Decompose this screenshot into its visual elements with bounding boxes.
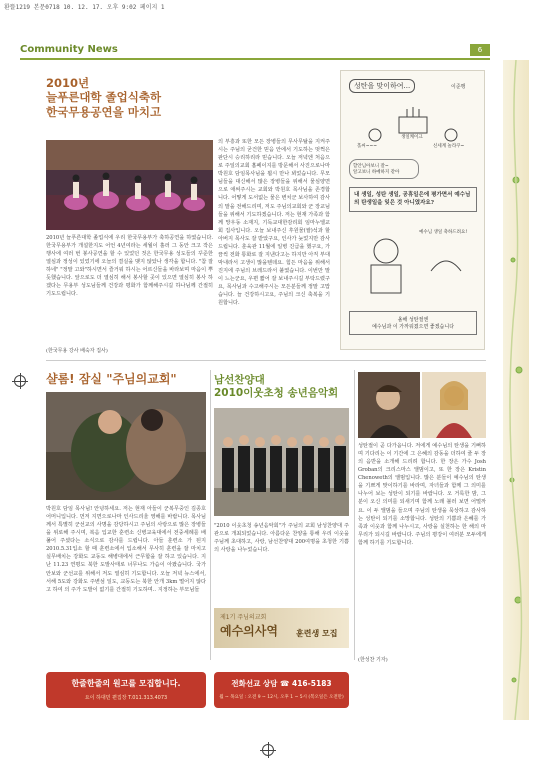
phone-ministry-box xyxy=(214,672,349,708)
print-info-line: 환뜰1219 본문0718 10. 12. 17. 오후 9:02 페이지 1 xyxy=(4,4,165,11)
decorative-sidebar xyxy=(503,60,529,720)
column-divider xyxy=(210,370,211,660)
page-number: 6 xyxy=(470,44,490,56)
headline-line: 한국무용공연을 마치고 xyxy=(46,104,162,119)
small-note: 예수님 생일 축하드려요! xyxy=(419,230,468,235)
album-cover-photo xyxy=(358,372,420,438)
soldier-embrace-photo xyxy=(46,392,206,500)
ad-sub: 훈련생 모집 xyxy=(296,628,338,638)
ad-label: 제1기 주님의교회 xyxy=(220,614,267,621)
phone-ministry-hours: 월 ~ 목요일 : 오전 9 ~ 12시, 오후 1 ~ 5시 (복오일은 오전만) xyxy=(219,695,344,700)
drawing-title: 성탄을 맞이하여... xyxy=(349,79,415,93)
speech-bubble: 할안님아보니 잘~ 알고보니 하예하지 같아 xyxy=(349,159,419,179)
article1-caption: 2010년 늘푸른대학 졸업식에 우리 한국무용부가 축하공연을 하였습니다. 한국무용부가 개설한지도 어언 4년여라는 세월이 흘러 그 동안 크고 작은 행사에 여러 번 봉사공연을 할 수 있었던 것은 한국무용 성도들의 꾸준한 열심과 정성이 있었기에 오늘의 결실을 맺지 않았나 생각을 합니다. "참 잘하네" "정말 고와"하시면서 즐거워 하시는 어르신들을 바라보며 마음이 뿌듯했습니다. 앞으로도 더 열심히 해서 봉사할 곳이 있으면 열심히 봉사 하겠다는 무용부 성도님들께 건강과 평화가 함께해주시길 하나님께 간절히 기도드립니다. xyxy=(46,235,213,298)
section-divider xyxy=(46,360,486,361)
manuscript-call-box xyxy=(46,672,206,708)
headline-line: 남선찬양대 xyxy=(214,374,265,386)
section-title: Community News xyxy=(20,44,118,55)
column-divider xyxy=(354,370,355,660)
training-ad xyxy=(214,608,349,648)
christmas-drawing xyxy=(340,70,485,350)
registration-mark-icon xyxy=(262,744,274,756)
figure-label: 홀씨~~~ xyxy=(357,144,378,149)
cake-label: 생일케이크 xyxy=(401,135,423,140)
article4-author: (한성찬 기자) xyxy=(358,657,388,663)
article1-author: (한국무용 강사 배숙자 집사) xyxy=(46,348,108,354)
headline-line: 2010년 xyxy=(46,76,90,90)
header-rule xyxy=(20,58,490,60)
phone-ministry-title: 전화선교 상담 ☎ 416-5183 xyxy=(231,679,332,688)
article1-headline xyxy=(46,76,161,119)
article2-headline: 샬롬! 잠실 "주님의교회" xyxy=(46,372,177,386)
article2-body: 박원호 담임 목사님! 안녕하세요. 저는 현재 아들이 군복무중인 김종호 어머니입니다. 먼저 지면으로나마 인사드리울 영해를 바랍니다. 목사님께서 특별히 군선교의 사명을 감당하시고 주님의 사랑으로 많은 장병들을 위로해 주시며, 복음 입교한 훈련소 신병교육대에서 전중세례를 배풀어 주셨다는 소식으로 감사를 드립니다. 아들 훈련소 가 된지 2010.5.31입소 할 때 훈련소에서 입소해서 무사히 훈련을 잘 마치고 실무배치는 강화도 교동도 해병대에서 근무합을 잘 하고 있습니다. 지난 11.23 연평도 북한 도발사태로 너무나도 가슴이 아팠습니다. 국가 안보와 군선교를 위해서 저도 열심히 기도합니다. 오늘 저녁 뉴스에서, 서해 5도와 강화도 주변섬 일도, 교동도는 북한 안개 3km 떨어지 않다고 하여 의 주가 도발이 없기를 간절히 기도하며.. 지정하는 부모님들 xyxy=(46,506,206,593)
article3-headline xyxy=(214,374,338,400)
drawing-author: 이준맹 xyxy=(451,84,466,90)
drawing-message: 내 생일, 성탄 생일, 공휴일은에 평가면서 예수님의 탄생일을 잊은 것 아니였자요? xyxy=(349,187,477,212)
drawing-bottom-box: 올해 성탄절엔 예수님과 이 가까워졌으면 좋겠습니다 xyxy=(349,311,477,335)
article1-body: 의 부흥과 또한 모든 장병들의 무사무탈을 지켜주시는 주님의 굳건한 믿음 안에서 기도하는 멋쩍은 판단시 승리하리라 믿습니다. 오늘 저녁엔 처음으로 주일의교회 홈페이지를 방문해서 사진으로나마 박원호 담임목사님을 뵙시 만나 뵈었습니다. 무모님들을 대신해서 많은 장병들을 위해서 물심양면으로 애써주시는 교회와 박원호 목사님을 존경합니다. 어떻게 도서없는 물은 변치군 보사하여 감사의 말을 전해드리며, 저도 주님의교회와 군 장교님들을 위해서 기도하겠습니다. 저는 현재 가족과 함께 망우동 소재지, 기독교대한감리회 임마누엘교회 집사입니다. 오늘 보내주신 후원물(쌀)석과 할아버지 목사도 잘 받았구요, 인사가 늦었지만 감사드립니다. 훈육관 11월에 일병 진급을 했구요, 가끔씩 전화 통화로 잘 지낸다고는 하지만 아직 부대 막내라서 고생이 많을텐데요. 힘든 마음을 위해서 진지에 주님의 브레드라서 붙였습니다. 이번만 말이 느는군요, 우편 짧어 잘 보내주시길 부탁드렸구요, 목사님과 수고해주시는 모든분들께 정말 고맙습니다. 늘 건강하시고요, 주님의 크신 축복을 기원합니다. xyxy=(218,139,330,307)
article3-body: "2010 이웃초청 송년음악회"가 주님의 교회 남성찬양대 주관으로 개최되었습니다. 아름다운 찬양을 통해 우리 이웃을 주님께 초대하고, 사랑, 남선찬양대 200여명을 초청한 기쁨의 사랑을 나누었습니다. xyxy=(214,523,349,554)
album-cover-photo xyxy=(422,372,486,438)
manuscript-call-sub: 요이 하대민 편집장 T.011.313.4073 xyxy=(84,695,168,701)
article4-body: 성탄절이 곧 다가옵니다. 저에게 예수님의 탄생을 기뻐하며 기다리는 이 기간에 그 은혜의 감동을 더하여 줄 두 장의 음반을 소개해 드리려 합니다. 한 장은 가수 Josh Groban의 크리스마스 앨범이고, 또 한 장은 Kristin Chenoweth의 앨범입니다. 많은 분들이 예수님의 탄생을 기쁘게 맞이하기를 바라며, 자녀들과 함께 그 의미를 나누어 보는 성탄이 되기를 바랍니다. 오 거룩한 밤, 그 분이 오신 의미를 되새기며 함께 노래 불러 보면 어떨까요. 이 두 앨범을 들으며 주님의 탄생을 묵상하고 감사하는 성탄이 되기를 소망합니다. 성탄의 기쁨과 은혜를 가족과 이웃과 함께 나누시고, 사랑을 실천하는 한 해의 마무리가 되시길 바랍니다. 주님의 평강이 여러분 모두에게 함께 하기를 기도합니다. xyxy=(358,443,486,546)
dance-performance-photo xyxy=(46,140,213,230)
choir-photo xyxy=(214,408,349,516)
ad-title: 예수의사역 xyxy=(220,624,278,638)
headline-line: 2010이웃초청 송년음악회 xyxy=(214,387,339,400)
headline-line: 늘푸른대학 졸업식축하 xyxy=(46,90,162,105)
registration-mark-icon xyxy=(14,375,26,387)
manuscript-call-title: 한줄한줄의 원고를 모집합니다. xyxy=(71,679,181,688)
figure-label: 신세계 놀라쿠~ xyxy=(433,144,465,149)
